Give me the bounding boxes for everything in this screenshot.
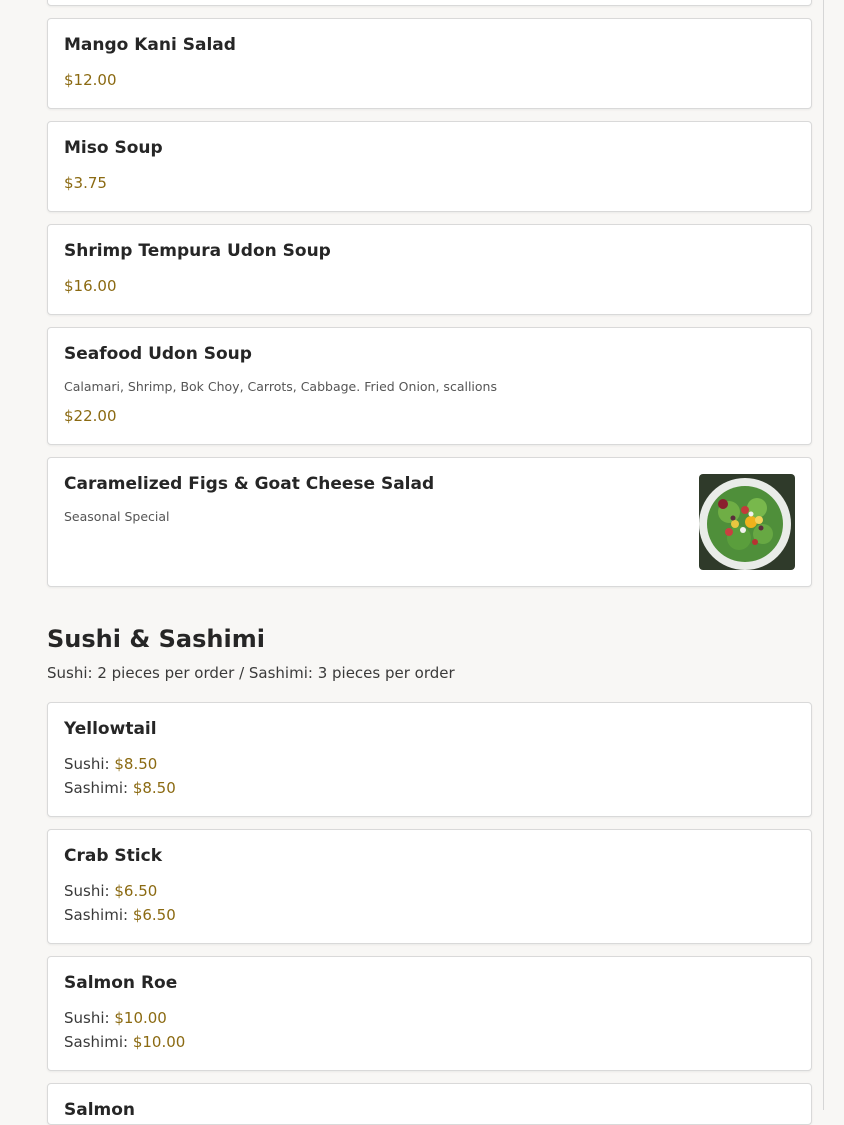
menu-item-salmon[interactable]	[47, 1083, 812, 1125]
menu-item-price: $22.00	[64, 407, 117, 425]
menu-item-name: Yellowtail	[64, 719, 157, 739]
menu-item-shrimp-tempura-udon-soup[interactable]	[47, 224, 812, 315]
menu-item-miso-soup[interactable]	[47, 121, 812, 212]
scrollbar-track[interactable]	[823, 0, 824, 1110]
menu-item-description: Seasonal Special	[64, 509, 170, 524]
menu-item-mango-kani-salad[interactable]	[47, 18, 812, 109]
menu-item-seafood-udon-soup[interactable]	[47, 327, 812, 445]
sushi-price: $8.50	[114, 755, 158, 773]
menu-item-description: Calamari, Shrimp, Bok Choy, Carrots, Cabbage. Fried Onion, scallions	[64, 379, 497, 394]
sashimi-label: Sashimi:	[64, 1033, 129, 1051]
menu-item-name: Miso Soup	[64, 138, 163, 158]
menu-item-name: Seafood Udon Soup	[64, 344, 252, 364]
section-subtitle: Sushi: 2 pieces per order / Sashimi: 3 pieces per order	[47, 664, 455, 682]
menu-item-name: Mango Kani Salad	[64, 35, 236, 55]
menu-item-yellowtail[interactable]	[47, 702, 812, 817]
sushi-price-line	[64, 1009, 167, 1027]
sashimi-price-line	[64, 906, 176, 924]
sushi-label: Sushi:	[64, 1009, 110, 1027]
sushi-price: $10.00	[114, 1009, 167, 1027]
sushi-price-line	[64, 755, 157, 773]
menu-item-name: Salmon	[64, 1100, 136, 1120]
sashimi-price-line	[64, 779, 176, 797]
sashimi-label: Sashimi:	[64, 906, 129, 924]
salad-photo-image	[699, 474, 795, 570]
menu-item-photo[interactable]	[699, 474, 795, 570]
menu-item-name: Salmon Roe	[64, 973, 178, 993]
menu-item-card-partial[interactable]	[47, 0, 812, 6]
menu-item-name: Shrimp Tempura Udon Soup	[64, 241, 331, 261]
sashimi-label: Sashimi:	[64, 779, 129, 797]
sashimi-price: $10.00	[132, 1033, 186, 1051]
sashimi-price-line	[64, 1033, 185, 1051]
menu-item-price: $3.75	[64, 174, 107, 192]
menu-item-crab-stick[interactable]	[47, 829, 812, 944]
section-title: Sushi & Sashimi	[47, 625, 265, 653]
menu-item-name: Caramelized Figs & Goat Cheese Salad	[64, 474, 435, 494]
sushi-price-line	[64, 882, 157, 900]
sashimi-price: $6.50	[132, 906, 176, 924]
sushi-price: $6.50	[114, 882, 158, 900]
sushi-label: Sushi:	[64, 882, 110, 900]
menu-item-caramelized-figs-goat-cheese-salad[interactable]	[47, 457, 812, 587]
menu-item-salmon-roe[interactable]	[47, 956, 812, 1071]
menu-item-price: $12.00	[64, 71, 117, 89]
sashimi-price: $8.50	[132, 779, 176, 797]
menu-item-name: Crab Stick	[64, 846, 162, 866]
sushi-label: Sushi:	[64, 755, 110, 773]
menu-item-price: $16.00	[64, 277, 117, 295]
